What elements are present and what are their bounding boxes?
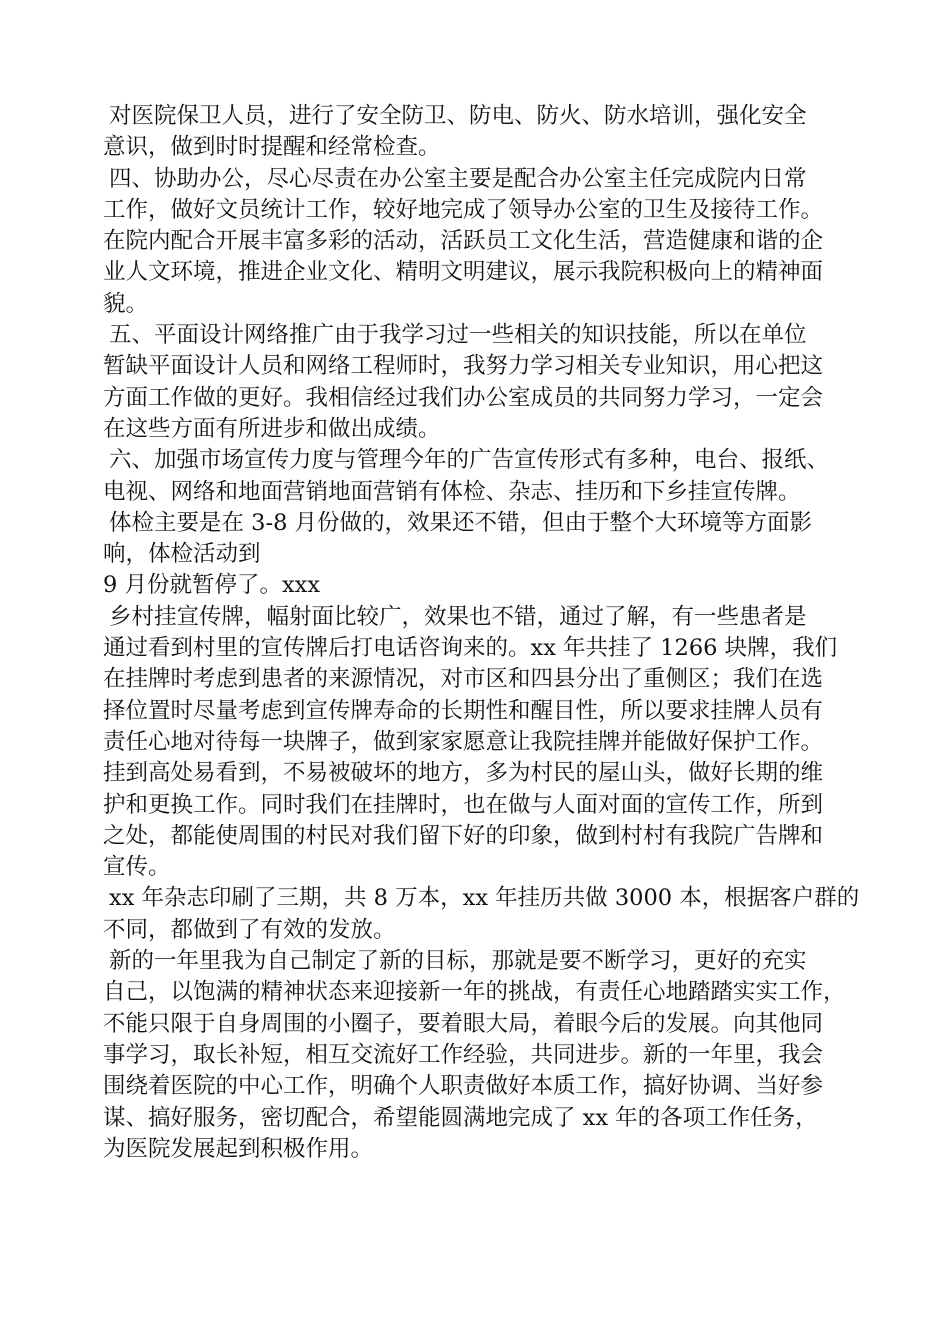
text-line: 对医院保卫人员，进行了安全防卫、防电、防火、防水培训，强化安全 — [109, 103, 807, 129]
text-line: 挂到高处易看到，不易被破坏的地方，多为村民的屋山头，做好长期的维 — [103, 760, 824, 787]
text-line: 貌。 — [103, 290, 149, 317]
text-line: 为医院发展起到积极作用。 — [103, 1135, 374, 1162]
text-line: 责任心地对待每一块牌子，做到家家愿意让我院挂牌并能做好保护工作。 — [103, 728, 824, 755]
text-line: 在挂牌时考虑到患者的来源情况，对市区和四县分出了重侧区；我们在选 — [103, 666, 824, 693]
text-line: 新的一年里我为自己制定了新的目标，那就是要不断学习，更好的充实 — [109, 948, 807, 975]
text-line: 四、协助办公，尽心尽责在办公室主要是配合办公室主任完成院内日常 — [109, 165, 807, 192]
text-line: 9 月份就暂停了。xxx — [103, 572, 321, 599]
text-line: 意识，做到时时提醒和经常检查。 — [103, 134, 441, 161]
text-line: 不同，都做到了有效的发放。 — [103, 916, 396, 943]
text-line: 暂缺平面设计人员和网络工程师时，我努力学习相关专业知识，用心把这 — [103, 353, 824, 380]
text-line: 宣传。 — [103, 854, 171, 881]
text-line: 方面工作做的更好。我相信经过我们办公室成员的共同努力学习，一定会 — [103, 384, 824, 411]
text-line: 响，体检活动到 — [103, 541, 261, 568]
text-line: 工作，做好文员统计工作，较好地完成了领导办公室的卫生及接待工作。 — [103, 196, 824, 223]
text-line: xx 年杂志印刷了三期，共 8 万本，xx 年挂历共做 3000 本，根据客户群的 — [109, 885, 860, 912]
text-line: 事学习，取长补短，相互交流好工作经验，共同进步。新的一年里，我会 — [103, 1041, 824, 1068]
text-line: 围绕着医院的中心工作，明确个人职责做好本质工作，搞好协调、当好参 — [103, 1073, 824, 1100]
text-line: 护和更换工作。同时我们在挂牌时，也在做与人面对面的宣传工作，所到 — [103, 791, 824, 818]
text-line: 不能只限于自身周围的小圈子，要着眼大局，着眼今后的发展。向其他同 — [103, 1010, 824, 1037]
text-line: 五、平面设计网络推广由于我学习过一些相关的知识技能，所以在单位 — [109, 322, 807, 349]
text-line: 电视、网络和地面营销地面营销有体检、杂志、挂历和下乡挂宣传牌。 — [103, 478, 801, 505]
text-line: 在这些方面有所进步和做出成绩。 — [103, 415, 441, 442]
text-line: 谋、搞好服务，密切配合，希望能圆满地完成了 xx 年的各项工作任务， — [103, 1104, 818, 1131]
text-line: 乡村挂宣传牌，幅射面比较广，效果也不错，通过了解，有一些患者是 — [109, 603, 807, 630]
text-line: 业人文环境，推进企业文化、精明文明建议，展示我院积极向上的精神面 — [103, 259, 824, 286]
text-line: 通过看到村里的宣传牌后打电话咨询来的。xx 年共挂了 1266 块牌，我们 — [103, 635, 838, 662]
text-line: 自己，以饱满的精神状态来迎接新一年的挑战，有责任心地踏踏实实工作， — [103, 979, 846, 1006]
text-line: 择位置时尽量考虑到宣传牌寿命的长期性和醒目性，所以要求挂牌人员有 — [103, 697, 824, 724]
document-body — [103, 101, 863, 1165]
text-line: 之处，都能使周围的村民对我们留下好的印象，做到村村有我院广告牌和 — [103, 822, 824, 849]
text-line: 在院内配合开展丰富多彩的活动，活跃员工文化生活，营造健康和谐的企 — [103, 228, 824, 255]
text-line: 体检主要是在 3-8 月份做的，效果还不错，但由于整个大环境等方面影 — [109, 509, 813, 536]
text-line: 六、加强市场宣传力度与管理今年的广告宣传形式有多种，电台、报纸、 — [109, 447, 830, 474]
